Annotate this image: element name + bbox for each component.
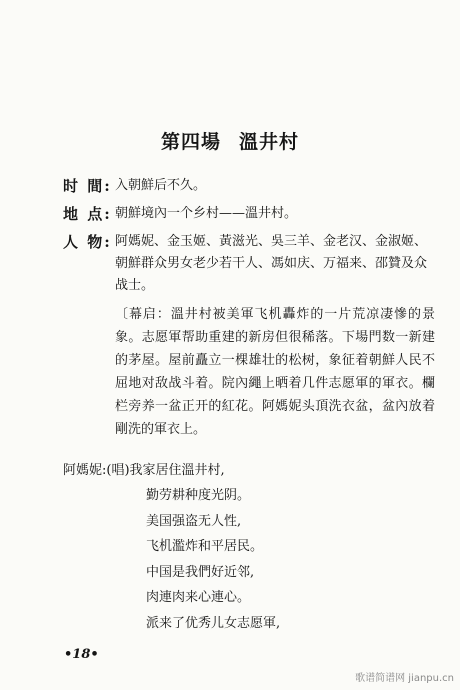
scene-info — [63, 175, 435, 441]
song-speaker: 阿媽妮: — [63, 463, 107, 478]
song-mark: (唱) — [106, 463, 130, 478]
song-first-line: 我家居住溫井村, — [129, 463, 225, 478]
song-line: 飞机濫炸和平居民。 — [146, 539, 264, 554]
song-head — [63, 458, 435, 483]
scene-name: 溫井村 — [239, 131, 300, 153]
song-section — [63, 458, 435, 636]
watermark: 歌谱简谱网 jianpu.cn — [355, 673, 454, 684]
place-row — [63, 203, 435, 225]
stage-direction: 〔幕启：溫井村被美軍飞机轟炸的一片荒凉凄慘的景象。志愿軍帮助重建的新房但很稀落。下場門数一新建的茅屋。屋前矗立一棵雄壮的松树，象征着朝鮮人民不屈地对敌战斗着。院內繩上晒着几件志愿軍的軍衣。欄栏旁养一盆正开的紅花。阿媽妮头頂洗衣盆，盆內放着剛洗的軍衣上。 — [115, 307, 435, 437]
song-line: 中国是我們好近邻, — [146, 564, 255, 580]
song-line: 肉連肉来心連心。 — [146, 590, 251, 605]
people-value: 阿媽妮、金玉姬、黃滋光、吳三羊、金老汉、金淑姬、朝鮮群众男女老少若干人、馮如庆、万福来、邵贊及众战士。 — [115, 234, 428, 293]
song-line: 勤劳耕种度光阴。 — [146, 488, 251, 503]
time-row — [63, 175, 435, 197]
time-label: 时 間: — [63, 177, 112, 195]
song-lines — [146, 483, 435, 636]
page-number: •18• — [64, 647, 99, 662]
scene-title — [0, 127, 460, 154]
place-value: 朝鮮境內一个乡村——溫井村。 — [115, 206, 298, 221]
people-label: 人 物: — [63, 233, 112, 251]
place-label: 地 点: — [63, 205, 112, 223]
song-line: 美国强盗无人性, — [146, 513, 242, 529]
people-row — [63, 231, 435, 297]
time-value: 入朝鮮后不久。 — [115, 178, 207, 193]
song-line: 派来了优秀儿女志愿軍, — [146, 615, 281, 631]
scene-number: 第四場 — [160, 131, 221, 153]
